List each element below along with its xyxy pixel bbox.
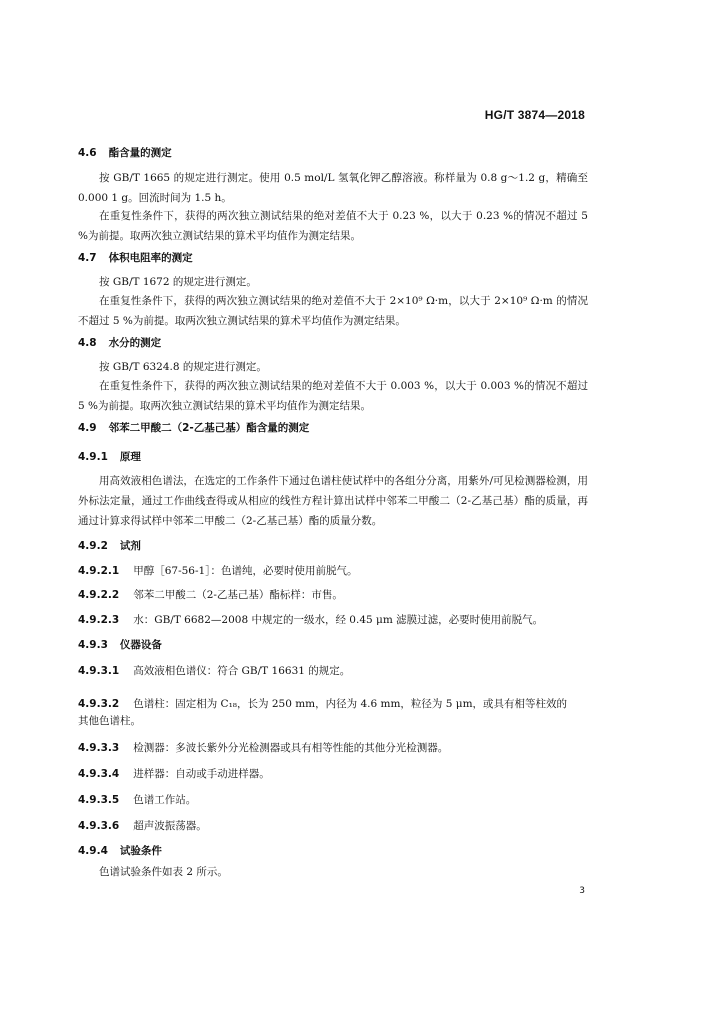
item-number: 4.9.2.2 [78,589,120,601]
paragraph: 在重复性条件下，获得的两次独立测试结果的绝对差值不大于 0.23 %，以大于 0.23 %的情况不超过 5 %为前提。取两次独立测试结果的算术平均值作为测定结果。 [78,210,588,242]
section-heading-4-9 [78,420,309,435]
section-title: 试剂 [119,540,141,552]
section-title: 体积电阻率的测定 [108,252,193,264]
section-title: 邻苯二甲酸二（2-乙基己基）酯含量的测定 [108,422,310,434]
paragraph: 在重复性条件下，获得的两次独立测试结果的绝对差值不大于 2×10⁹ Ω·m，以大于 2×10⁹ Ω·m 的情况不超过 5 %为前提。取两次独立测试结果的算术平均值作为测定结果。 [78,295,588,327]
list-item [78,766,270,781]
item-number: 4.9.3.6 [78,820,120,832]
list-item [78,612,543,627]
section-title: 水分的测定 [108,337,162,349]
section-number: 4.9.4 [78,845,108,857]
section-number: 4.9.1 [78,451,108,463]
item-text: 检测器：多波长紫外分光检测器或具有相等性能的其他分光检测器。 [133,742,449,754]
item-number: 4.9.2.3 [78,614,120,626]
paragraph: 用高效液相色谱法，在选定的工作条件下通过色谱柱使试样中的各组分分离，用紫外/可见检测器检测，用外标法定量，通过工作曲线查得或从相应的线性方程计算出试样中邻苯二甲酸二（2-乙基己基）酯的质量，再通过计算求得试样中邻苯二甲酸二（2-乙基己基）酯的质量分数。 [78,475,588,527]
list-item-continuation: 其他色谱柱。 [78,715,141,727]
section-heading-4-9-2 [78,538,141,553]
section-number: 4.7 [78,252,97,264]
section-number: 4.8 [78,337,97,349]
item-number: 4.9.3.2 [78,698,120,710]
item-number: 4.9.2.1 [78,565,120,577]
item-text: 水：GB/T 6682—2008 中规定的一级水，经 0.45 μm 滤膜过滤，必要时使用前脱气。 [133,614,544,626]
section-title: 仪器设备 [119,639,162,651]
item-number: 4.9.3.1 [78,665,120,677]
item-text: 甲醇［67-56-1］：色谱纯，必要时使用前脱气。 [133,565,358,577]
list-item [78,818,207,833]
section-title: 酯含量的测定 [108,147,172,159]
section-number: 4.9.2 [78,540,108,552]
section-heading-4-9-4 [78,843,162,858]
standard-code: HG/T 3874—2018 [484,108,585,122]
section-title: 原理 [119,451,141,463]
section-number: 4.9 [78,422,97,434]
paragraph: 按 GB/T 6324.8 的规定进行测定。 [99,361,267,373]
item-number: 4.9.3.5 [78,794,120,806]
paragraph: 按 GB/T 1665 的规定进行测定。使用 0.5 mol/L 氢氧化钾乙醇溶液。称样量为 0.8 g～1.2 g，精确至 0.000 1 g。回流时间为 1.5 h。 [78,172,588,204]
section-heading-4-6 [78,145,172,160]
section-number: 4.9.3 [78,639,108,651]
item-number: 4.9.3.4 [78,768,120,780]
list-item [78,663,350,678]
section-title: 试验条件 [119,845,162,857]
section-heading-4-9-3 [78,637,162,652]
list-item [78,696,567,711]
section-number: 4.6 [78,147,97,159]
item-number: 4.9.3.3 [78,742,120,754]
section-heading-4-7 [78,250,193,265]
list-item [78,792,196,807]
paragraph: 在重复性条件下，获得的两次独立测试结果的绝对差值不大于 0.003 %，以大于 0.003 %的情况不超过 5 %为前提。取两次独立测试结果的算术平均值作为测定结果。 [78,380,588,412]
paragraph: 色谱试验条件如表 2 所示。 [99,866,228,878]
item-text: 色谱柱：固定相为 C₁₈，长为 250 mm，内径为 4.6 mm，粒径为 5 μm，或具有相等柱效的 [133,698,568,710]
section-heading-4-9-1 [78,449,141,464]
list-item [78,587,343,602]
item-text: 进样器：自动或手动进样器。 [133,768,270,780]
item-text: 高效液相色谱仪：符合 GB/T 16631 的规定。 [133,665,351,677]
list-item [78,563,357,578]
section-heading-4-8 [78,335,161,350]
page-number: 3 [579,886,585,896]
item-text: 超声波振荡器。 [133,820,207,832]
item-text: 色谱工作站。 [133,794,197,806]
list-item [78,740,448,755]
item-text: 邻苯二甲酸二（2-乙基己基）酯标样：市售。 [133,589,343,601]
paragraph: 按 GB/T 1672 的规定进行测定。 [99,276,257,288]
